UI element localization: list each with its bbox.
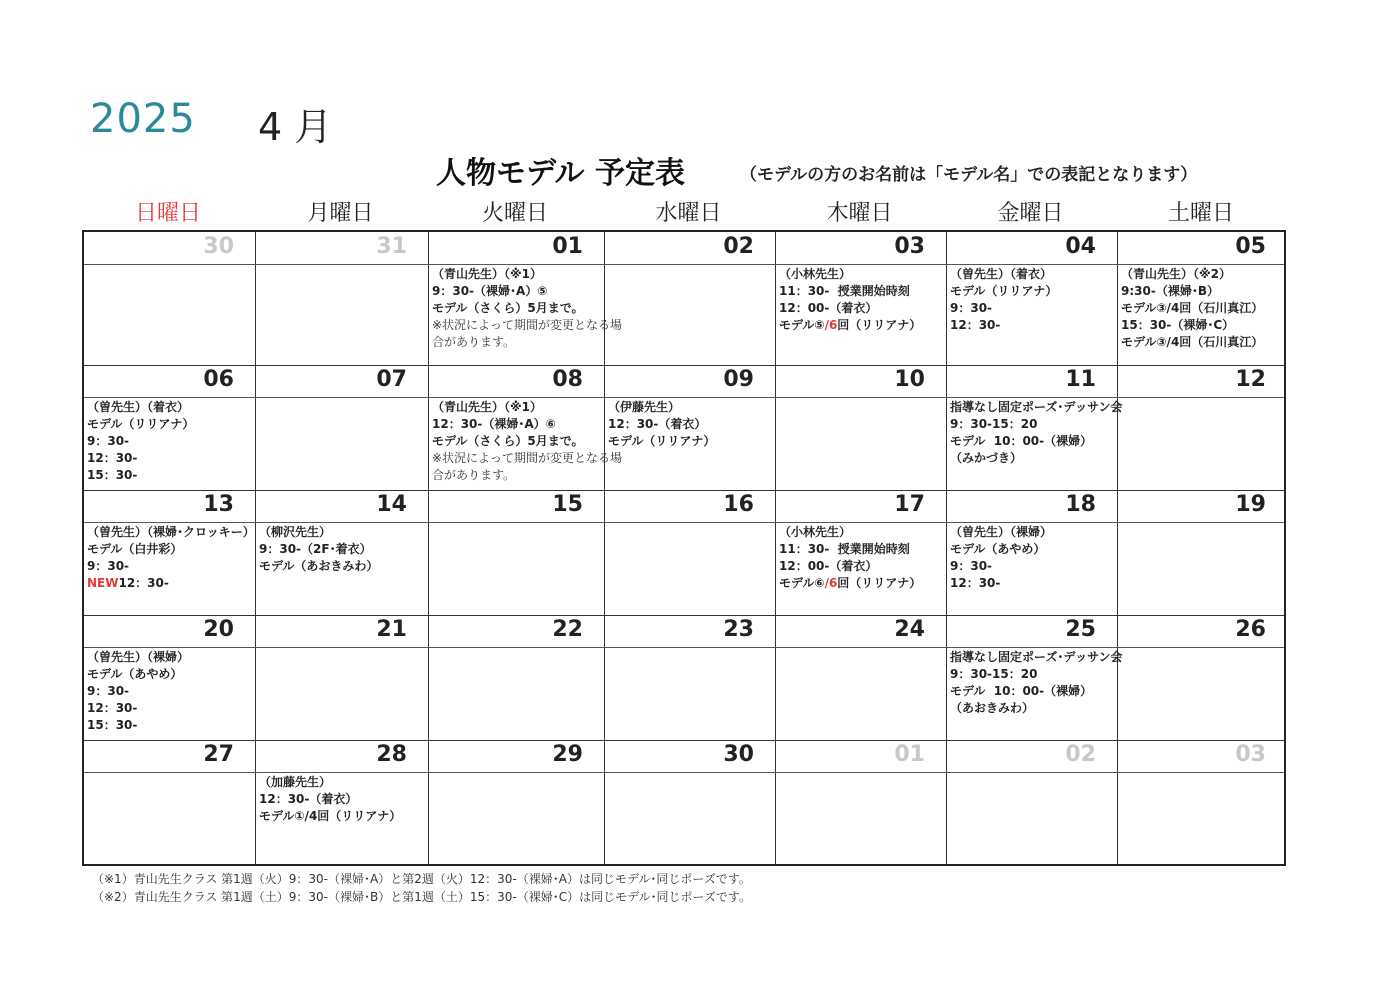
day-schedule [950,649,1123,717]
schedule-line: （小林先生） [779,267,852,281]
schedule-line: 12：30- [950,576,1001,590]
schedule-line: （青山先生）（※2） [1121,267,1232,281]
day-schedule [87,399,194,484]
day-schedule [1121,266,1263,351]
day-number: 01 [894,742,925,767]
schedule-line: 9：30-（2F･着衣） [259,542,372,556]
schedule-line: 15：30- [87,468,138,482]
day-number: 15 [552,492,583,517]
year-label: 2025 [90,96,196,142]
schedule-line [87,575,255,592]
schedule-line: モデル（リリアナ） [608,434,716,448]
schedule-line: 12：30- [87,701,138,715]
day-number: 25 [1065,617,1096,642]
day-schedule [950,399,1123,467]
day-number: 10 [894,367,925,392]
grid-daynum-divider [84,397,1284,398]
schedule-line: （曽先生）（裸婦･クロッキー） [87,525,255,539]
schedule-line: （加藤先生） [259,775,332,789]
schedule-line: モデル⑥/6回（リリアナ） [779,576,922,590]
day-schedule [259,774,401,825]
day-number: 17 [894,492,925,517]
schedule-line: 9：30- [950,301,993,315]
schedule-line: 9：30-15：20 [950,667,1038,681]
schedule-line: 9：30-（裸婦･A）⑤ [432,284,548,298]
grid-column-divider [255,232,256,864]
day-number: 23 [723,617,754,642]
day-number: 24 [894,617,925,642]
schedule-line: （曽先生）（着衣） [950,267,1053,281]
grid-daynum-divider [84,264,1284,265]
weekday-6: 土曜日 [1167,201,1234,226]
grid-column-divider [1117,232,1118,864]
weekday-header-row [82,196,1286,226]
schedule-line: （みかづき） [950,451,1023,465]
day-number: 03 [1235,742,1266,767]
grid-column-divider [428,232,429,864]
day-number: 27 [203,742,234,767]
day-schedule [432,399,622,484]
schedule-line: モデル（あおきみわ） [259,559,379,573]
weekday-5: 金曜日 [997,201,1064,226]
day-number: 06 [203,367,234,392]
schedule-line: 11：30- 授業開始時刻 [779,542,910,556]
day-schedule [950,266,1057,334]
schedule-line: モデル 10：00-（裸婦） [950,684,1093,698]
day-number: 21 [376,617,407,642]
schedule-line: 指導なし固定ポーズ･デッサン会 [950,400,1123,414]
schedule-line: モデル（リリアナ） [87,417,195,431]
schedule-line: 12：30- [87,451,138,465]
schedule-line: 12：30-（裸婦･A）⑥ [432,417,556,431]
schedule-line: （小林先生） [779,525,852,539]
day-number: 13 [203,492,234,517]
schedule-line: 9：30- [950,559,993,573]
page-title: 人物モデル 予定表 [436,156,685,191]
page-subtitle: （モデルの方のお名前は「モデル名」での表記となります） [740,165,1198,185]
schedule-line: モデル⑤/6回（リリアナ） [779,318,922,332]
schedule-line: モデル 10：00-（裸婦） [950,434,1093,448]
schedule-line: （曽先生）（裸婦） [87,650,190,664]
day-number: 26 [1235,617,1266,642]
day-schedule [779,266,921,334]
day-schedule [779,524,921,592]
day-number: 07 [376,367,407,392]
schedule-line: モデル（さくら）5月まで。 [432,301,584,315]
weekday-4: 木曜日 [826,201,893,226]
day-number: 01 [552,234,583,259]
grid-column-divider [946,232,947,864]
schedule-line: 9：30-15：20 [950,417,1038,431]
day-number: 18 [1065,492,1096,517]
day-number: 31 [376,234,407,259]
day-schedule [432,266,622,351]
day-number: 02 [723,234,754,259]
schedule-line: 9：30- [87,434,130,448]
weekday-3: 水曜日 [655,201,722,226]
schedule-line: 11：30- 授業開始時刻 [779,284,910,298]
schedule-line: モデル（白井彩） [87,542,183,556]
schedule-line: 9：30- [87,684,130,698]
schedule-line: （青山先生）（※1） [432,267,543,281]
new-badge: NEW [87,576,119,590]
grid-week-divider [84,490,1284,491]
day-schedule [87,524,255,592]
day-number: 20 [203,617,234,642]
schedule-line: （青山先生）（※1） [432,400,543,414]
schedule-line: 指導なし固定ポーズ･デッサン会 [950,650,1123,664]
day-number: 03 [894,234,925,259]
schedule-line: モデル①/4回（リリアナ） [259,809,402,823]
schedule-line: 12：00-（着衣） [779,301,878,315]
grid-week-divider [84,740,1284,741]
day-schedule [608,399,715,450]
day-schedule [259,524,378,575]
schedule-line: 15：30-（裸婦･C） [1121,318,1235,332]
schedule-line: （曽先生）（着衣） [87,400,190,414]
schedule-line: モデル③/4回（石川真江） [1121,301,1264,315]
month-label: 4 月 [258,105,333,149]
day-number: 19 [1235,492,1266,517]
day-number: 30 [723,742,754,767]
schedule-line: （あおきみわ） [950,701,1035,715]
day-number: 12 [1235,367,1266,392]
day-number: 08 [552,367,583,392]
day-number: 05 [1235,234,1266,259]
day-number: 02 [1065,742,1096,767]
weekday-1: 月曜日 [307,201,374,226]
schedule-line: 15：30- [87,718,138,732]
schedule-line-text: 12：30- [118,576,169,590]
day-number: 14 [376,492,407,517]
grid-week-divider [84,365,1284,366]
day-number: 28 [376,742,407,767]
day-number: 11 [1065,367,1096,392]
schedule-line: モデル（さくら）5月まで。 [432,434,584,448]
schedule-line: 9:30-（裸婦･B） [1121,284,1219,298]
footnote-2: （※2）青山先生クラス 第1週（土）9：30-（裸婦･B）と第1週（土）15：30-（裸婦･C）は同じモデル･同じポーズです。 [92,890,751,904]
schedule-line: モデル（あやめ） [950,542,1046,556]
day-number: 30 [203,234,234,259]
footnotes [92,870,751,906]
schedule-line: 合があります。 [432,335,516,349]
schedule-line: 12：30-（着衣） [259,792,358,806]
schedule-line: （曽先生）（裸婦） [950,525,1053,539]
grid-daynum-divider [84,647,1284,648]
schedule-line: 合があります。 [432,468,516,482]
schedule-line: ※状況によって期間が変更となる場 [432,318,623,332]
day-schedule [87,649,189,734]
footnote-1: （※1）青山先生クラス 第1週（火）9：30-（裸婦･A）と第2週（火）12：30-（裸婦･A）は同じモデル･同じポーズです。 [92,872,751,886]
grid-daynum-divider [84,772,1284,773]
calendar-grid [82,230,1286,866]
grid-daynum-divider [84,522,1284,523]
day-schedule [950,524,1052,592]
grid-column-divider [775,232,776,864]
schedule-line: 9：30- [87,559,130,573]
day-number: 04 [1065,234,1096,259]
schedule-line: 12：30-（着衣） [608,417,707,431]
schedule-line: ※状況によって期間が変更となる場 [432,451,623,465]
day-number: 09 [723,367,754,392]
schedule-line: モデル（リリアナ） [950,284,1058,298]
schedule-line: モデル③/4回（石川真江） [1121,335,1264,349]
schedule-line: 12：00-（着衣） [779,559,878,573]
schedule-line: 12：30- [950,318,1001,332]
day-number: 29 [552,742,583,767]
weekday-0: 日曜日 [134,201,201,226]
schedule-line: （伊藤先生） [608,400,681,414]
schedule-line: モデル（あやめ） [87,667,183,681]
weekday-2: 火曜日 [481,201,548,226]
schedule-line: （柳沢先生） [259,525,332,539]
day-number: 16 [723,492,754,517]
day-number: 22 [552,617,583,642]
grid-week-divider [84,615,1284,616]
